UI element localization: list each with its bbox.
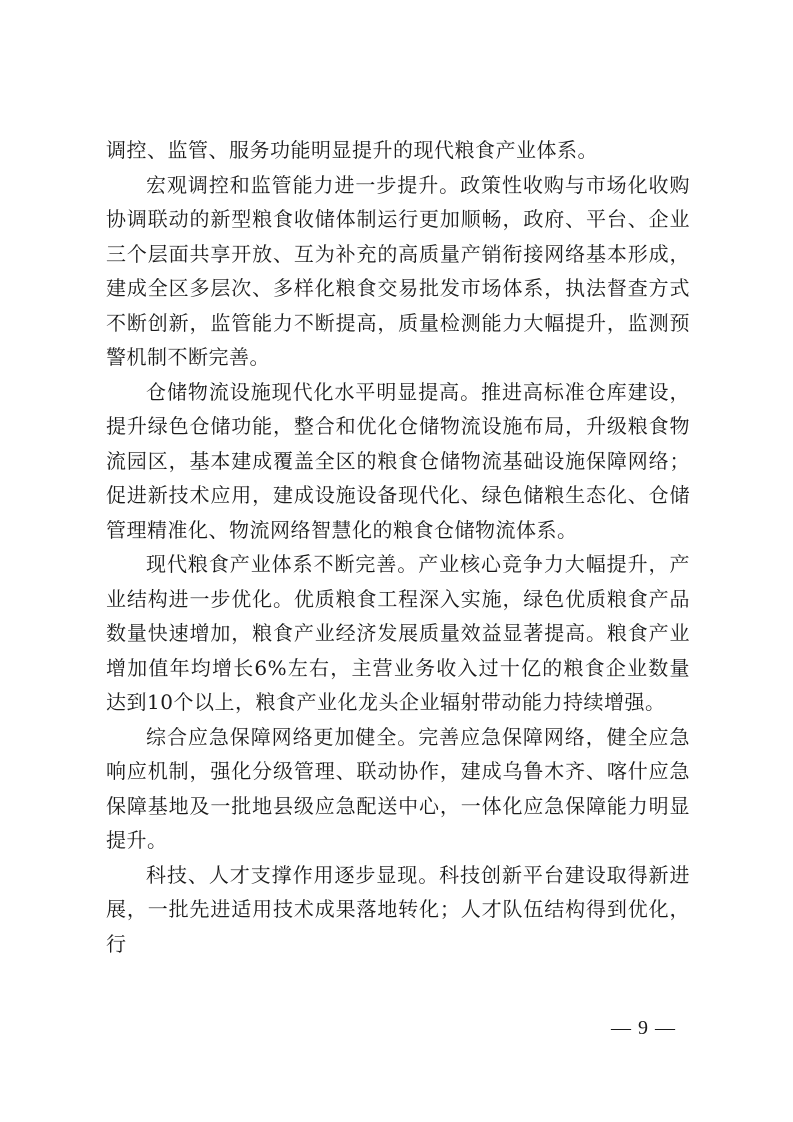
paragraph-macro-control: 宏观调控和监管能力进一步提升。政策性收购与市场化收购协调联动的新型粮食收储体制运行更加顺畅，政府、平台、企业三个层面共享开放、互为补充的高质量产销衔接网络基本形成，建成全区多层次、多样化粮食交易批发市场体系，执法督查方式不断创新，监管能力不断提高，质量检测能力大幅提升，监测预警机制不断完善。 <box>106 172 690 369</box>
paragraph-emergency-support: 综合应急保障网络更加健全。完善应急保障网络，健全应急响应机制，强化分级管理、联动协作，建成乌鲁木齐、喀什应急保障基地及一批地县级应急配送中心，一体化应急保障能力明显提升。 <box>106 724 690 852</box>
body-text <box>106 133 690 961</box>
paragraph-tech-talent: 科技、人才支撑作用逐步显现。科技创新平台建设取得新进展，一批先进适用技术成果落地转化；人才队伍结构得到优化，行 <box>106 862 690 956</box>
page-footer <box>0 1017 793 1047</box>
page-number: — 9 — <box>611 1017 676 1039</box>
paragraph-storage-logistics: 仓储物流设施现代化水平明显提高。推进高标准仓库建设，提升绿色仓储功能，整合和优化仓储物流设施布局，升级粮食物流园区，基本建成覆盖全区的粮食仓储物流基础设施保障网络；促进新技术应用，建成设施设备现代化、绿色储粮生态化、仓储管理精准化、物流网络智慧化的粮食仓储物流体系。 <box>106 379 690 542</box>
paragraph-continuation: 调控、监管、服务功能明显提升的现代粮食产业体系。 <box>106 138 598 162</box>
paragraph-grain-industry: 现代粮食产业体系不断完善。产业核心竞争力大幅提升，产业结构进一步优化。优质粮食工程深入实施，绿色优质粮食产品数量快速增加，粮食产业经济发展质量效益显著提高。粮食产业增加值年均增长6%左右，主营业务收入过十亿的粮食企业数量达到10个以上，粮食产业化龙头企业辐射带动能力持续增强。 <box>106 552 690 714</box>
